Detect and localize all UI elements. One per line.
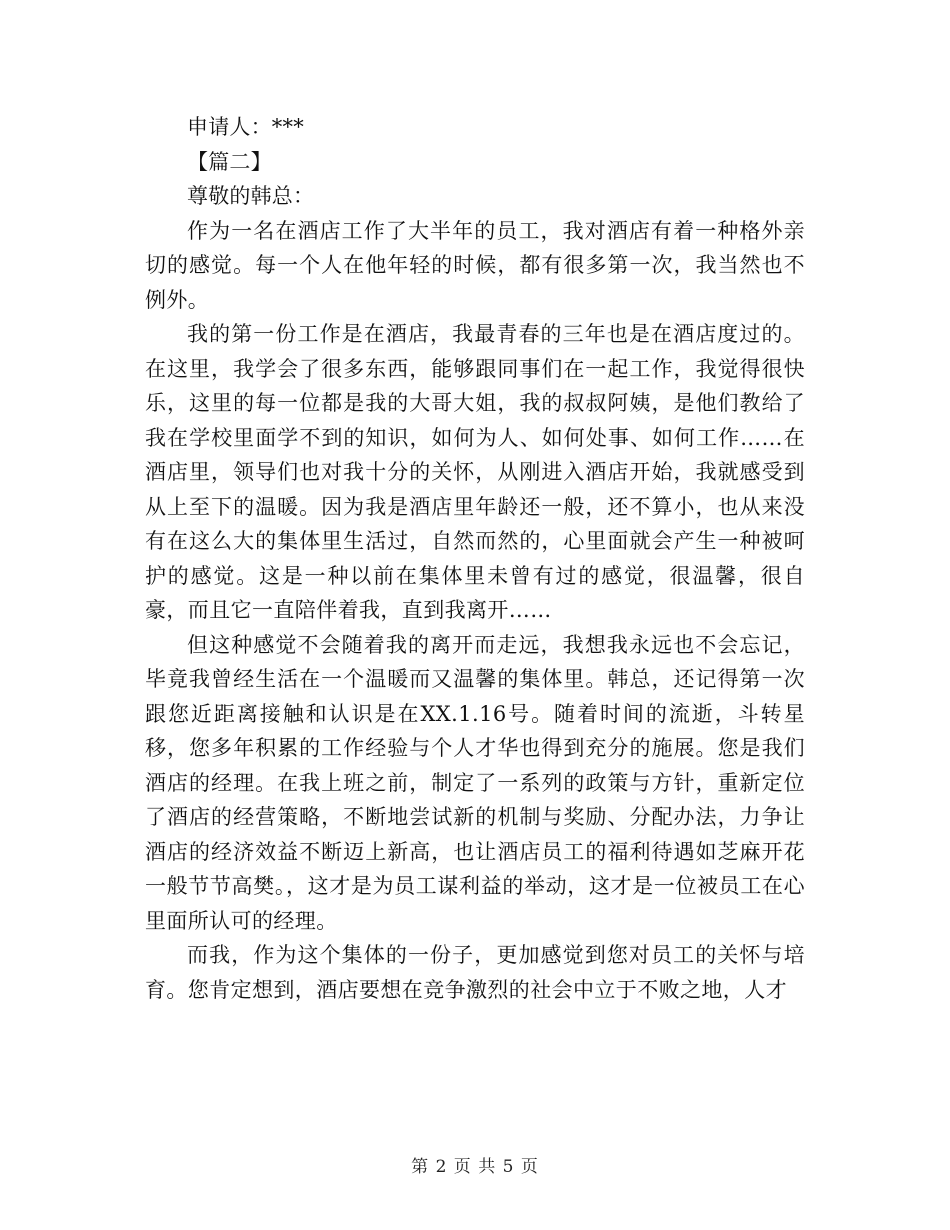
section-heading: 【篇二】	[187, 149, 272, 174]
paragraph: 作为一名在酒店工作了大半年的员工，我对酒店有着一种格外亲切的感觉。每一个人在他年轻的时候，都有很多第一次，我当然也不例外。	[145, 218, 805, 312]
paragraph: 我的第一份工作是在酒店，我最青春的三年也是在酒店度过的。在这里，我学会了很多东西，能够跟同事们在一起工作，我觉得很快乐，这里的每一位都是我的大哥大姐，我的叔叔阿姨，是他们教给了我在学校里面学不到的知识，如何为人、如何处事、如何工作……在酒店里，领导们也对我十分的关怀，从刚进入酒店开始，我就感受到从上至下的温暖。因为我是酒店里年龄还一般，还不算小，也从来没有在这么大的集体里生活过，自然而然的，心里面就会产生一种被呵护的感觉。这是一种以前在集体里未曾有过的感觉，很温馨，很自豪，而且它一直陪伴着我，直到我离开……	[145, 322, 805, 622]
page-number-footer: 第 2 页 共 5 页	[411, 1157, 539, 1177]
salutation: 尊敬的韩总：	[187, 184, 315, 208]
paragraph: 但这种感觉不会随着我的离开而走远，我想我永远也不会忘记，毕竟我曾经生活在一个温暖而又温馨的集体里。韩总，还记得第一次跟您近距离接触和认识是在XX.1.16号。随着时间的流逝，斗转星移，您多年积累的工作经验与个人才华也得到充分的施展。您是我们酒店的经理。在我上班之前，制定了一系列的政策与方针，重新定位了酒店的经营策略，不断地尝试新的机制与奖励、分配办法，力争让酒店的经济效益不断迈上新高，也让酒店员工的福利待遇如芝麻开花一般节节高樊。，这才是为员工谋利益的举动，这才是一位被员工在心里面所认可的经理。	[145, 632, 805, 933]
applicant-line: 申请人：***	[187, 115, 304, 139]
document-body	[145, 110, 805, 1007]
paragraph: 而我，作为这个集体的一份子，更加感觉到您对员工的关怀与培育。您肯定想到，酒店要想在竞争激烈的社会中立于不败之地，人才	[145, 943, 805, 1002]
